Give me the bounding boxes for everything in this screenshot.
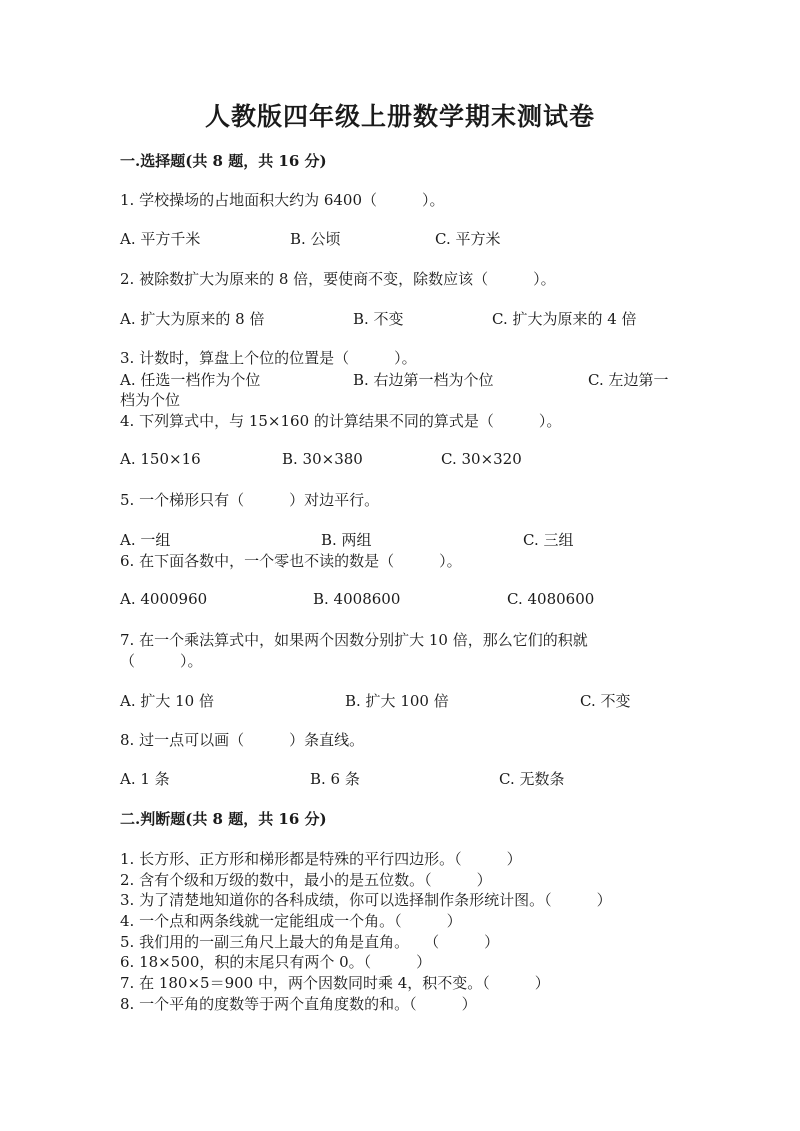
question-2: 2. 被除数扩大为原来的 8 倍，要使商不变，除数应该（ ）。 <box>120 270 556 288</box>
q3-option-wrap: 档为个位 <box>120 391 181 409</box>
q2-option-b: B. 不变 <box>353 310 404 328</box>
question-7: 7. 在一个乘法算式中，如果两个因数分别扩大 10 倍，那么它们的积就 <box>120 631 588 649</box>
q4-option-b: B. 30×380 <box>282 450 363 468</box>
q5-option-c: C. 三组 <box>523 531 574 549</box>
q7-option-a: A. 扩大 10 倍 <box>120 692 214 710</box>
judge-item-6: 6. 18×500，积的末尾只有两个 0。（ ） <box>120 953 432 971</box>
q8-option-c: C. 无数条 <box>499 770 565 788</box>
judge-item-1: 1. 长方形、正方形和梯形都是特殊的平行四边形。（ ） <box>120 850 522 868</box>
q8-option-a: A. 1 条 <box>120 770 170 788</box>
judge-item-4: 4. 一个点和两条线就一定能组成一个角。（ ） <box>120 912 462 930</box>
q4-option-a: A. 150×16 <box>120 450 201 468</box>
judge-item-7: 7. 在 180×5＝900 中，两个因数同时乘 4，积不变。（ ） <box>120 974 550 992</box>
q6-option-a: A. 4000960 <box>120 590 208 608</box>
q5-option-a: A. 一组 <box>120 531 171 549</box>
section-heading-judge: 二.判断题(共 8 题，共 16 分) <box>120 810 327 828</box>
judge-item-3: 3. 为了清楚地知道你的各科成绩，你可以选择制作条形统计图。（ ） <box>120 891 612 909</box>
q1-option-c: C. 平方米 <box>435 230 501 248</box>
q3-option-b: B. 右边第一档为个位 <box>353 371 494 389</box>
question-6: 6. 在下面各数中，一个零也不读的数是（ ）。 <box>120 552 462 570</box>
q3-option-a: A. 任选一档作为个位 <box>120 371 261 389</box>
judge-item-2: 2. 含有个级和万级的数中，最小的是五位数。（ ） <box>120 871 492 889</box>
q3-option-c: C. 左边第一 <box>588 371 669 389</box>
q8-option-b: B. 6 条 <box>310 770 360 788</box>
q2-option-c: C. 扩大为原来的 4 倍 <box>492 310 637 328</box>
question-4: 4. 下列算式中，与 15×160 的计算结果不同的算式是（ ）。 <box>120 412 562 430</box>
question-1: 1. 学校操场的占地面积大约为 6400（ ）。 <box>120 191 445 209</box>
question-8: 8. 过一点可以画（ ）条直线。 <box>120 731 365 749</box>
q2-option-a: A. 扩大为原来的 8 倍 <box>120 310 265 328</box>
q6-option-c: C. 4080600 <box>507 590 595 608</box>
question-3: 3. 计数时，算盘上个位的位置是（ ）。 <box>120 349 417 367</box>
q6-option-b: B. 4008600 <box>313 590 401 608</box>
q5-option-b: B. 两组 <box>321 531 372 549</box>
section-heading-choice: 一.选择题(共 8 题，共 16 分) <box>120 152 327 170</box>
question-5: 5. 一个梯形只有（ ）对边平行。 <box>120 491 380 509</box>
question-7-wrap: （ ）。 <box>120 652 203 670</box>
q4-option-c: C. 30×320 <box>441 450 522 468</box>
judge-item-8: 8. 一个平角的度数等于两个直角度数的和。（ ） <box>120 995 477 1013</box>
q7-option-b: B. 扩大 100 倍 <box>345 692 449 710</box>
page-title: 人教版四年级上册数学期末测试卷 <box>204 102 595 131</box>
judge-item-5: 5. 我们用的一副三角尺上最大的角是直角。 （ ） <box>120 933 500 951</box>
q1-option-a: A. 平方千米 <box>120 230 201 248</box>
q7-option-c: C. 不变 <box>580 692 631 710</box>
q1-option-b: B. 公顷 <box>290 230 341 248</box>
